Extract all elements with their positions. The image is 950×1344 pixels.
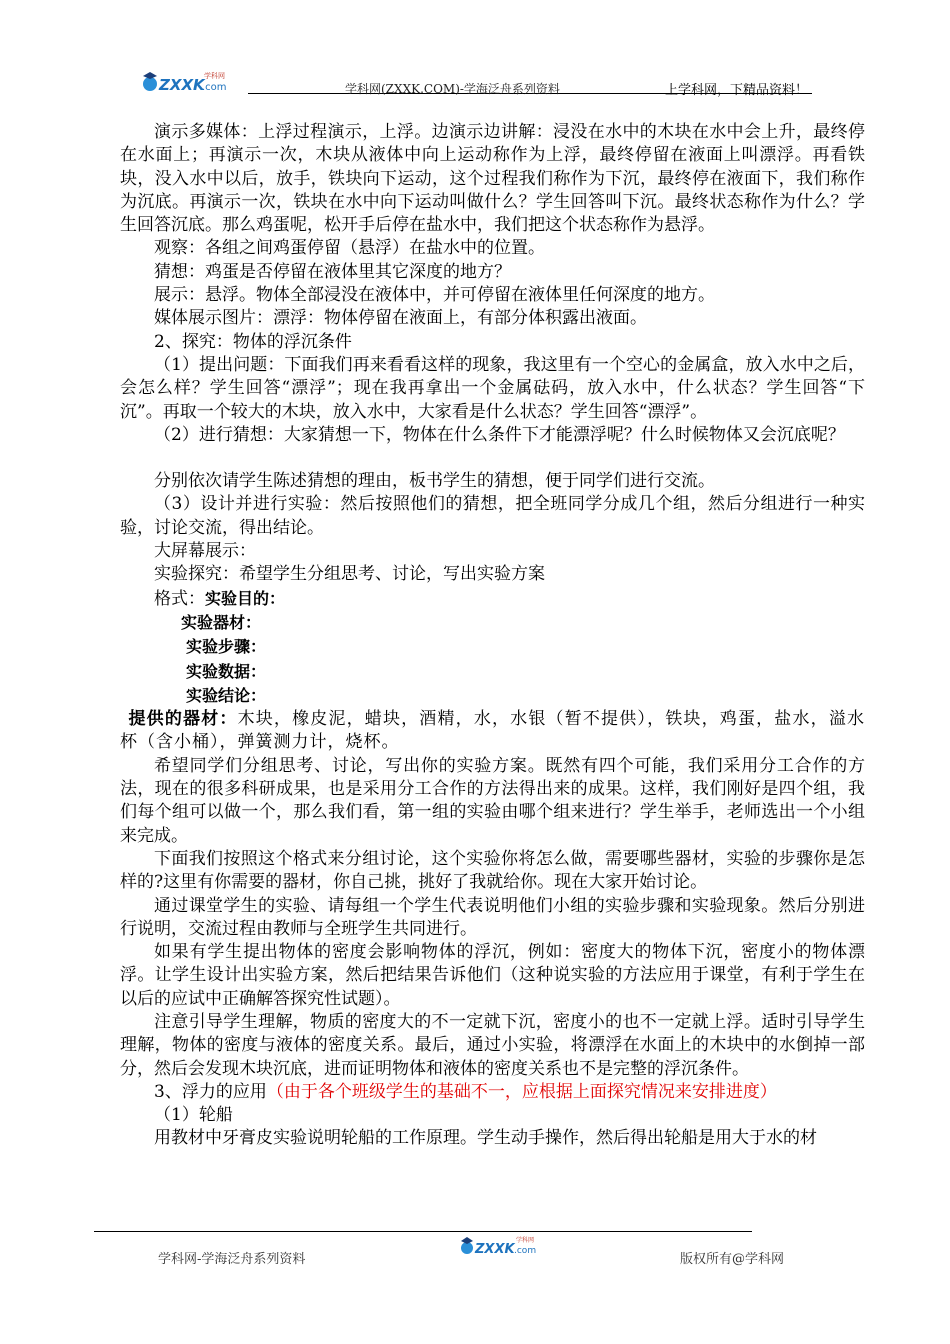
- header-center-text: 学科网(ZXXK.COM)-学海泛舟系列资料: [345, 82, 560, 96]
- section-title: 3、浮力的应用: [154, 1081, 267, 1102]
- paragraph: 观察：各组之间鸡蛋停留（悬浮）在盐水中的位置。: [154, 238, 545, 259]
- svg-text:学科网: 学科网: [204, 72, 225, 80]
- subsection-heading: （1）轮船: [154, 1105, 233, 1126]
- header-slogan: 上学科网，下精品资料！: [665, 83, 809, 98]
- format-block: [120, 587, 865, 708]
- equipment-list: 木块，橡皮泥，蜡块，酒精，水，水银（暂不提供），铁块，鸡蛋，盐水，溢水杯（含小桶），弹簧测力计，烧杯。: [120, 709, 866, 753]
- page-header: [140, 66, 820, 100]
- section-heading: 2、探究：物体的浮沉条件: [154, 331, 352, 352]
- svg-text:ZXXK: ZXXK: [475, 1242, 515, 1257]
- svg-text:.com: .com: [202, 82, 227, 93]
- paragraph: 实验探究：希望学生分组思考、讨论，写出实验方案: [154, 564, 545, 585]
- paragraph: 大屏幕展示：: [154, 541, 256, 562]
- format-item: 实验数据：: [186, 661, 267, 681]
- paragraph: 用教材中牙膏皮实验说明轮船的工作原理。学生动手操作，然后得出轮船是用大于水的材: [154, 1128, 817, 1149]
- paragraph: 如果有学生提出物体的密度会影响物体的浮沉，例如：密度大的物体下沉，密度小的物体漂浮。让学生设计出实验方案，然后把结果告诉他们（这种说实验的方法应用于课堂，有利于学生在以后的应试中正确解答探究性试题）。: [120, 942, 865, 1009]
- paragraph: 猜想：鸡蛋是否停留在液体里其它深度的地方？: [154, 261, 511, 282]
- footer-rule: [94, 1231, 752, 1232]
- paragraph: （1）提出问题：下面我们再来看看这样的现象，我这里有一个空心的金属盒，放入水中之后，会怎么样？学生回答“漂浮”；现在我再拿出一个金属砝码，放入水中，什么状态？学生回答“下沉”。再取一个较大的木块，放入水中，大家看是什么状态？学生回答“漂浮”。: [120, 354, 865, 422]
- paragraph: 媒体展示图片：漂浮：物体停留在液面上，有部分体积露出液面。: [154, 308, 647, 329]
- paragraph: 演示多媒体：上浮过程演示，上浮。边演示边讲解：浸没在水中的木块在水中会上升，最终停在水面上；再演示一次，木块从液体中向上运动称作为上浮，最终停留在液面上叫漂浮。再看铁块，没入水中以后，放手，铁块向下运动，这个过程我们称作为下沉，最终停在液面下，我们称作为沉底。再演示一次，铁块在水中向下运动叫做什么？学生回答叫下沉。最终状态称作为什么？学生回答沉底。那么鸡蛋呢，松开手后停在盐水中，我们把这个状态称作为悬浮。: [120, 122, 865, 236]
- zxxk-logo: [140, 66, 250, 100]
- format-item: 实验器材：: [181, 612, 262, 632]
- svg-text:.com: .com: [514, 1246, 537, 1256]
- section-heading: [120, 1081, 865, 1104]
- footer-right-text: 版权所有@学科网: [680, 1252, 785, 1267]
- paragraph: 分别依次请学生陈述猜想的理由，板书学生的猜想，便于同学们进行交流。: [154, 471, 715, 492]
- zxxk-footer-logo: [458, 1232, 558, 1262]
- paragraph: 注意引导学生理解，物质的密度大的不一定就下沉，密度小的也不一定就上浮。适时引导学生理解，物体的密度与液体的密度关系。最后，通过小实验，将漂浮在水面上的木块中的水倒掉一部分，然后会发现木块沉底，进而证明物体和液体的密度关系也不是完整的浮沉条件。: [120, 1011, 865, 1079]
- paragraph: 希望同学们分组思考、讨论，写出你的实验方案。既然有四个可能，我们采用分工合作的方法，现在的很多科研成果，也是采用分工合作的方法得出来的成果。这样，我们刚好是四个组，我们每个组可以做一个，那么我们看，第一组的实验由哪个组来进行？学生举手，老师选出一个小组来完成。: [120, 755, 865, 846]
- section-note: （由于各个班级学生的基础不一，应根据上面探究情况来安排进度）: [266, 1081, 777, 1102]
- paragraph: 通过课堂学生的实验、请每组一个学生代表说明他们小组的实验步骤和实验现象。然后分别进行说明，交流过程由教师与全班学生共同进行。: [120, 895, 865, 939]
- svg-text:学科网: 学科网: [516, 1237, 535, 1244]
- format-item: 实验结论：: [186, 685, 267, 705]
- paragraph: 下面我们按照这个格式来分组讨论，这个实验你将怎么做，需要哪些器材，实验的步骤你是怎样的?这里有你需要的器材，你自己挑，挑好了我就给你。现在大家开始讨论。: [120, 848, 865, 893]
- format-lead: 格式：: [154, 588, 205, 609]
- paragraph: 展示：悬浮。物体全部浸没在液体中，并可停留在液体里任何深度的地方。: [154, 285, 715, 306]
- equipment-label: 提供的器材：: [128, 709, 238, 730]
- format-item: 实验步骤：: [186, 637, 267, 657]
- format-item: 实验目的：: [205, 588, 286, 608]
- equipment-paragraph: [120, 708, 865, 755]
- paragraph: （3）设计并进行实验：然后按照他们的猜想，把全班同学分成几个组，然后分组进行一种实验，讨论交流，得出结论。: [120, 494, 865, 538]
- document-body: [120, 121, 865, 1151]
- paragraph: （2）进行猜想：大家猜想一下，物体在什么条件下才能漂浮呢？什么时候物体又会沉底呢？: [154, 424, 845, 445]
- footer-left-text: 学科网-学海泛舟系列资料: [158, 1252, 306, 1267]
- svg-text:ZXXK: ZXXK: [159, 76, 205, 94]
